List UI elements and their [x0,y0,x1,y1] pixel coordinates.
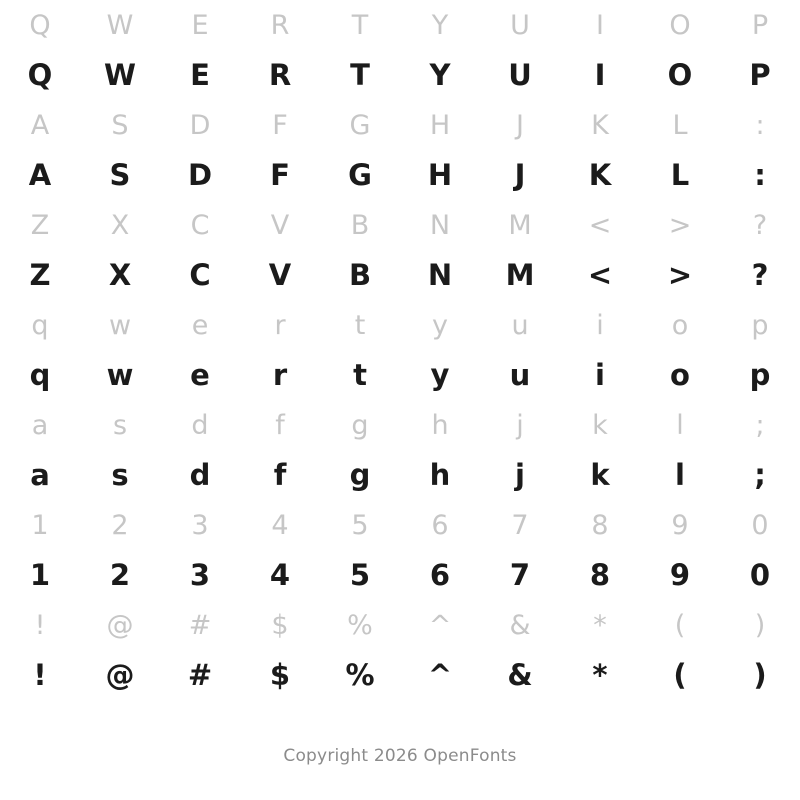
glyph-cell: ( [674,609,686,641]
glyph-cell: k [592,409,608,441]
glyph-cell: a [31,409,49,441]
glyph-cell: s [111,457,129,492]
glyph-cell: j [516,409,524,441]
glyph-cell: 0 [749,557,771,592]
glyph-cell: S [109,157,131,192]
glyph-row [0,450,800,500]
glyph-cell: G [349,109,371,141]
glyph-cell: Z [30,209,50,241]
glyph-cell: 8 [589,557,611,592]
glyph-cell: > [668,209,692,241]
glyph-cell: H [429,109,451,141]
glyph-cell: Q [27,57,53,92]
glyph-row [0,150,800,200]
glyph-cell: s [112,409,128,441]
glyph-cell: 4 [271,509,289,541]
glyph-cell: J [516,109,524,141]
glyph-row [0,0,800,50]
glyph-cell: N [427,257,453,292]
glyph-cell: u [509,357,531,392]
glyph-row [0,650,800,700]
glyph-cell: Z [29,257,51,292]
glyph-cell: R [268,57,292,92]
glyph-cell: : [755,109,765,141]
glyph-cell: O [667,57,693,92]
glyph-cell: 1 [29,557,51,592]
glyph-cell: ! [34,609,46,641]
glyph-cell: @ [106,609,134,641]
glyph-cell: Q [29,9,51,41]
glyph-cell: 6 [431,509,449,541]
glyph-cell: ) [753,657,767,692]
glyph-row [0,600,800,650]
glyph-cell: 9 [669,557,691,592]
glyph-row [0,100,800,150]
glyph-cell: M [508,209,532,241]
glyph-cell: * [593,609,607,641]
glyph-cell: L [670,157,690,192]
glyph-cell: r [274,309,286,341]
glyph-cell: E [190,57,210,92]
glyph-cell: ? [751,257,769,292]
glyph-cell: e [191,309,209,341]
glyph-cell: T [350,57,370,92]
glyph-row [0,550,800,600]
glyph-cell: ? [752,209,768,241]
glyph-cell: g [351,409,369,441]
glyph-cell: F [270,157,290,192]
glyph-cell: X [110,209,130,241]
glyph-cell: R [270,9,290,41]
glyph-cell: C [190,209,210,241]
glyph-cell: 6 [429,557,451,592]
glyph-cell: 3 [189,557,211,592]
glyph-row [0,50,800,100]
glyph-cell: d [191,409,209,441]
glyph-row [0,500,800,550]
glyph-row [0,400,800,450]
glyph-cell: U [510,9,530,41]
glyph-cell: ; [755,409,765,441]
glyph-cell: B [350,209,370,241]
glyph-cell: ; [754,457,766,492]
glyph-cell: C [189,257,211,292]
glyph-cell: O [669,9,691,41]
glyph-cell: W [106,9,134,41]
glyph-cell: ( [673,657,687,692]
glyph-cell: I [596,9,604,41]
glyph-cell: I [594,57,606,92]
glyph-cell: l [676,409,684,441]
glyph-cell: r [272,357,288,392]
glyph-cell: t [354,309,366,341]
glyph-row [0,300,800,350]
glyph-cell: E [191,9,209,41]
glyph-cell: f [273,457,287,492]
glyph-cell: D [189,109,211,141]
glyph-cell: < [587,257,613,292]
glyph-cell: D [187,157,213,192]
glyph-cell: l [675,457,685,492]
glyph-cell: % [347,609,373,641]
glyph-cell: P [749,57,771,92]
glyph-cell: h [429,457,451,492]
glyph-cell: G [348,157,372,192]
glyph-cell: $ [269,657,291,692]
glyph-cell: i [595,357,605,392]
glyph-cell: P [751,9,769,41]
glyph-cell: T [351,9,369,41]
glyph-cell: Y [429,57,451,92]
glyph-cell: 1 [31,509,49,541]
glyph-cell: i [596,309,604,341]
glyph-cell: p [751,309,769,341]
glyph-cell: a [30,457,50,492]
glyph-cell: V [268,257,292,292]
glyph-cell: 0 [751,509,769,541]
glyph-cell: * [592,657,608,692]
copyright-notice: Copyright 2026 OpenFonts [283,746,517,766]
glyph-cell: F [272,109,288,141]
glyph-cell: # [188,609,212,641]
glyph-cell: : [754,157,766,192]
glyph-cell: h [431,409,449,441]
glyph-cell: U [508,57,532,92]
glyph-cell: w [106,357,134,392]
glyph-cell: q [31,309,49,341]
glyph-cell: X [108,257,132,292]
glyph-cell: 5 [349,557,371,592]
glyph-cell: & [507,657,533,692]
glyph-cell: 9 [671,509,689,541]
glyph-cell: e [190,357,210,392]
glyph-cell: k [590,457,610,492]
glyph-cell: ) [754,609,766,641]
glyph-cell: W [104,57,136,92]
glyph-row [0,200,800,250]
glyph-cell: # [187,657,213,692]
glyph-cell: K [588,157,612,192]
glyph-cell: & [509,609,531,641]
glyph-cell: 4 [269,557,291,592]
glyph-row [0,350,800,400]
glyph-cell: 7 [509,557,531,592]
glyph-cell: p [749,357,771,392]
glyph-cell: t [353,357,367,392]
glyph-cell: ! [33,657,47,692]
glyph-cell: $ [271,609,289,641]
glyph-cell: 8 [591,509,609,541]
glyph-cell: g [349,457,371,492]
glyph-cell: o [670,357,690,392]
glyph-cell: y [432,309,448,341]
glyph-cell: ^ [428,609,452,641]
glyph-cell: N [429,209,451,241]
glyph-cell: u [511,309,529,341]
glyph-cell: V [270,209,290,241]
glyph-row [0,250,800,300]
glyph-cell: < [588,209,612,241]
glyph-cell: A [28,157,52,192]
glyph-cell: w [108,309,132,341]
glyph-cell: A [30,109,50,141]
glyph-cell: K [591,109,609,141]
glyph-cell: B [348,257,372,292]
glyph-cell: @ [105,657,135,692]
glyph-cell: M [505,257,535,292]
glyph-cell: o [671,309,689,341]
glyph-cell: > [667,257,693,292]
glyph-cell: d [189,457,211,492]
glyph-cell: 7 [511,509,529,541]
glyph-cell: f [275,409,285,441]
glyph-cell: j [515,457,525,492]
glyph-cell: 5 [351,509,369,541]
glyph-cell: Y [431,9,449,41]
glyph-cell: J [514,157,526,192]
glyph-cell: y [430,357,450,392]
glyph-cell: H [427,157,453,192]
glyph-cell: 2 [111,509,129,541]
glyph-cell: 2 [109,557,131,592]
glyph-cell: q [29,357,51,392]
glyph-cell: % [345,657,375,692]
glyph-cell: 3 [191,509,209,541]
glyph-cell: L [672,109,688,141]
glyph-cell: S [111,109,129,141]
glyph-cell: ^ [427,657,453,692]
